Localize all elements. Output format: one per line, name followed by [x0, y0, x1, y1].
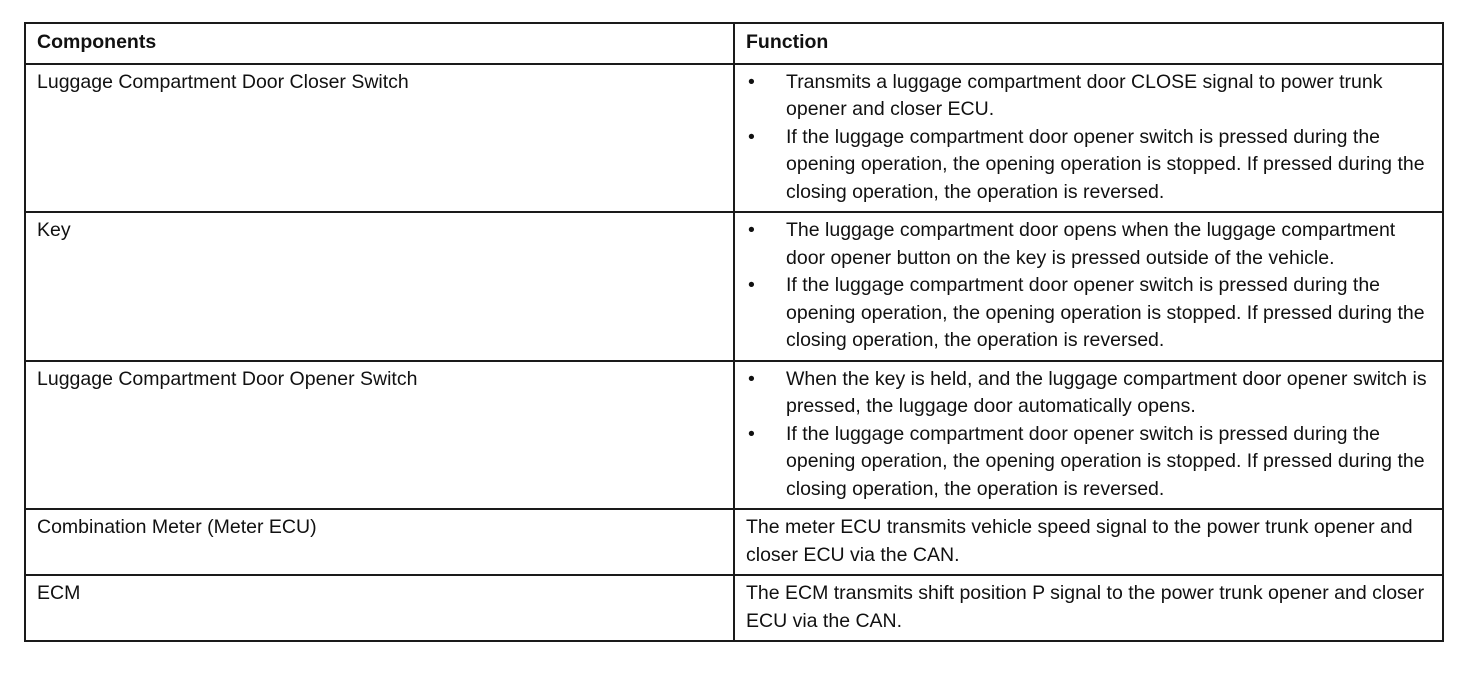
bullet-text: The luggage compartment door opens when the luggage compartment door opener button on the key is pressed outside of the vehicle. — [786, 219, 1396, 269]
header-components: Components — [25, 23, 734, 64]
list-item — [746, 272, 1432, 355]
list-item — [746, 366, 1432, 421]
list-item — [746, 217, 1432, 272]
header-function: Function — [734, 23, 1443, 64]
list-item — [746, 69, 1432, 124]
bullet-icon: • — [748, 367, 755, 390]
bullet-text: If the luggage compartment door opener switch is pressed during the opening operation, the opening operation is stopped. If pressed during the closing operation, the operation is reversed. — [786, 274, 1425, 351]
components-function-table — [24, 22, 1444, 642]
table-row — [25, 509, 1443, 575]
component-cell: Luggage Compartment Door Closer Switch — [25, 64, 734, 213]
bullet-icon: • — [748, 125, 755, 148]
bullet-text: If the luggage compartment door opener switch is pressed during the opening operation, the opening operation is stopped. If pressed during the closing operation, the operation is reversed. — [786, 422, 1425, 500]
component-cell: Combination Meter (Meter ECU) — [25, 509, 734, 575]
bullet-icon: • — [748, 219, 755, 241]
function-cell — [734, 361, 1443, 510]
bullet-icon: • — [748, 422, 755, 445]
bullet-icon: • — [748, 70, 755, 93]
list-item — [746, 124, 1432, 207]
function-cell — [734, 64, 1443, 213]
table-row — [25, 64, 1443, 213]
component-cell: Key — [25, 212, 734, 361]
bullet-text: When the key is held, and the luggage compartment door opener switch is pressed, the luggage door automatically opens. — [786, 367, 1427, 417]
list-item — [746, 421, 1432, 504]
bullet-text: If the luggage compartment door opener switch is pressed during the opening operation, the opening operation is stopped. If pressed during the closing operation, the operation is reversed. — [786, 125, 1425, 203]
table-header-row — [25, 23, 1443, 64]
bullet-icon: • — [748, 274, 755, 296]
function-bullet-list — [746, 366, 1432, 504]
table-row — [25, 575, 1443, 641]
function-cell: The meter ECU transmits vehicle speed signal to the power trunk opener and closer ECU via the CAN. — [734, 509, 1443, 575]
bullet-text: Transmits a luggage compartment door CLOSE signal to power trunk opener and closer ECU. — [786, 70, 1383, 120]
function-bullet-list — [746, 217, 1432, 355]
function-cell — [734, 212, 1443, 361]
table-row — [25, 361, 1443, 510]
function-bullet-list — [746, 69, 1432, 207]
function-cell: The ECM transmits shift position P signal to the power trunk opener and closer ECU via the CAN. — [734, 575, 1443, 641]
component-cell: ECM — [25, 575, 734, 641]
component-cell: Luggage Compartment Door Opener Switch — [25, 361, 734, 510]
table-row — [25, 212, 1443, 361]
